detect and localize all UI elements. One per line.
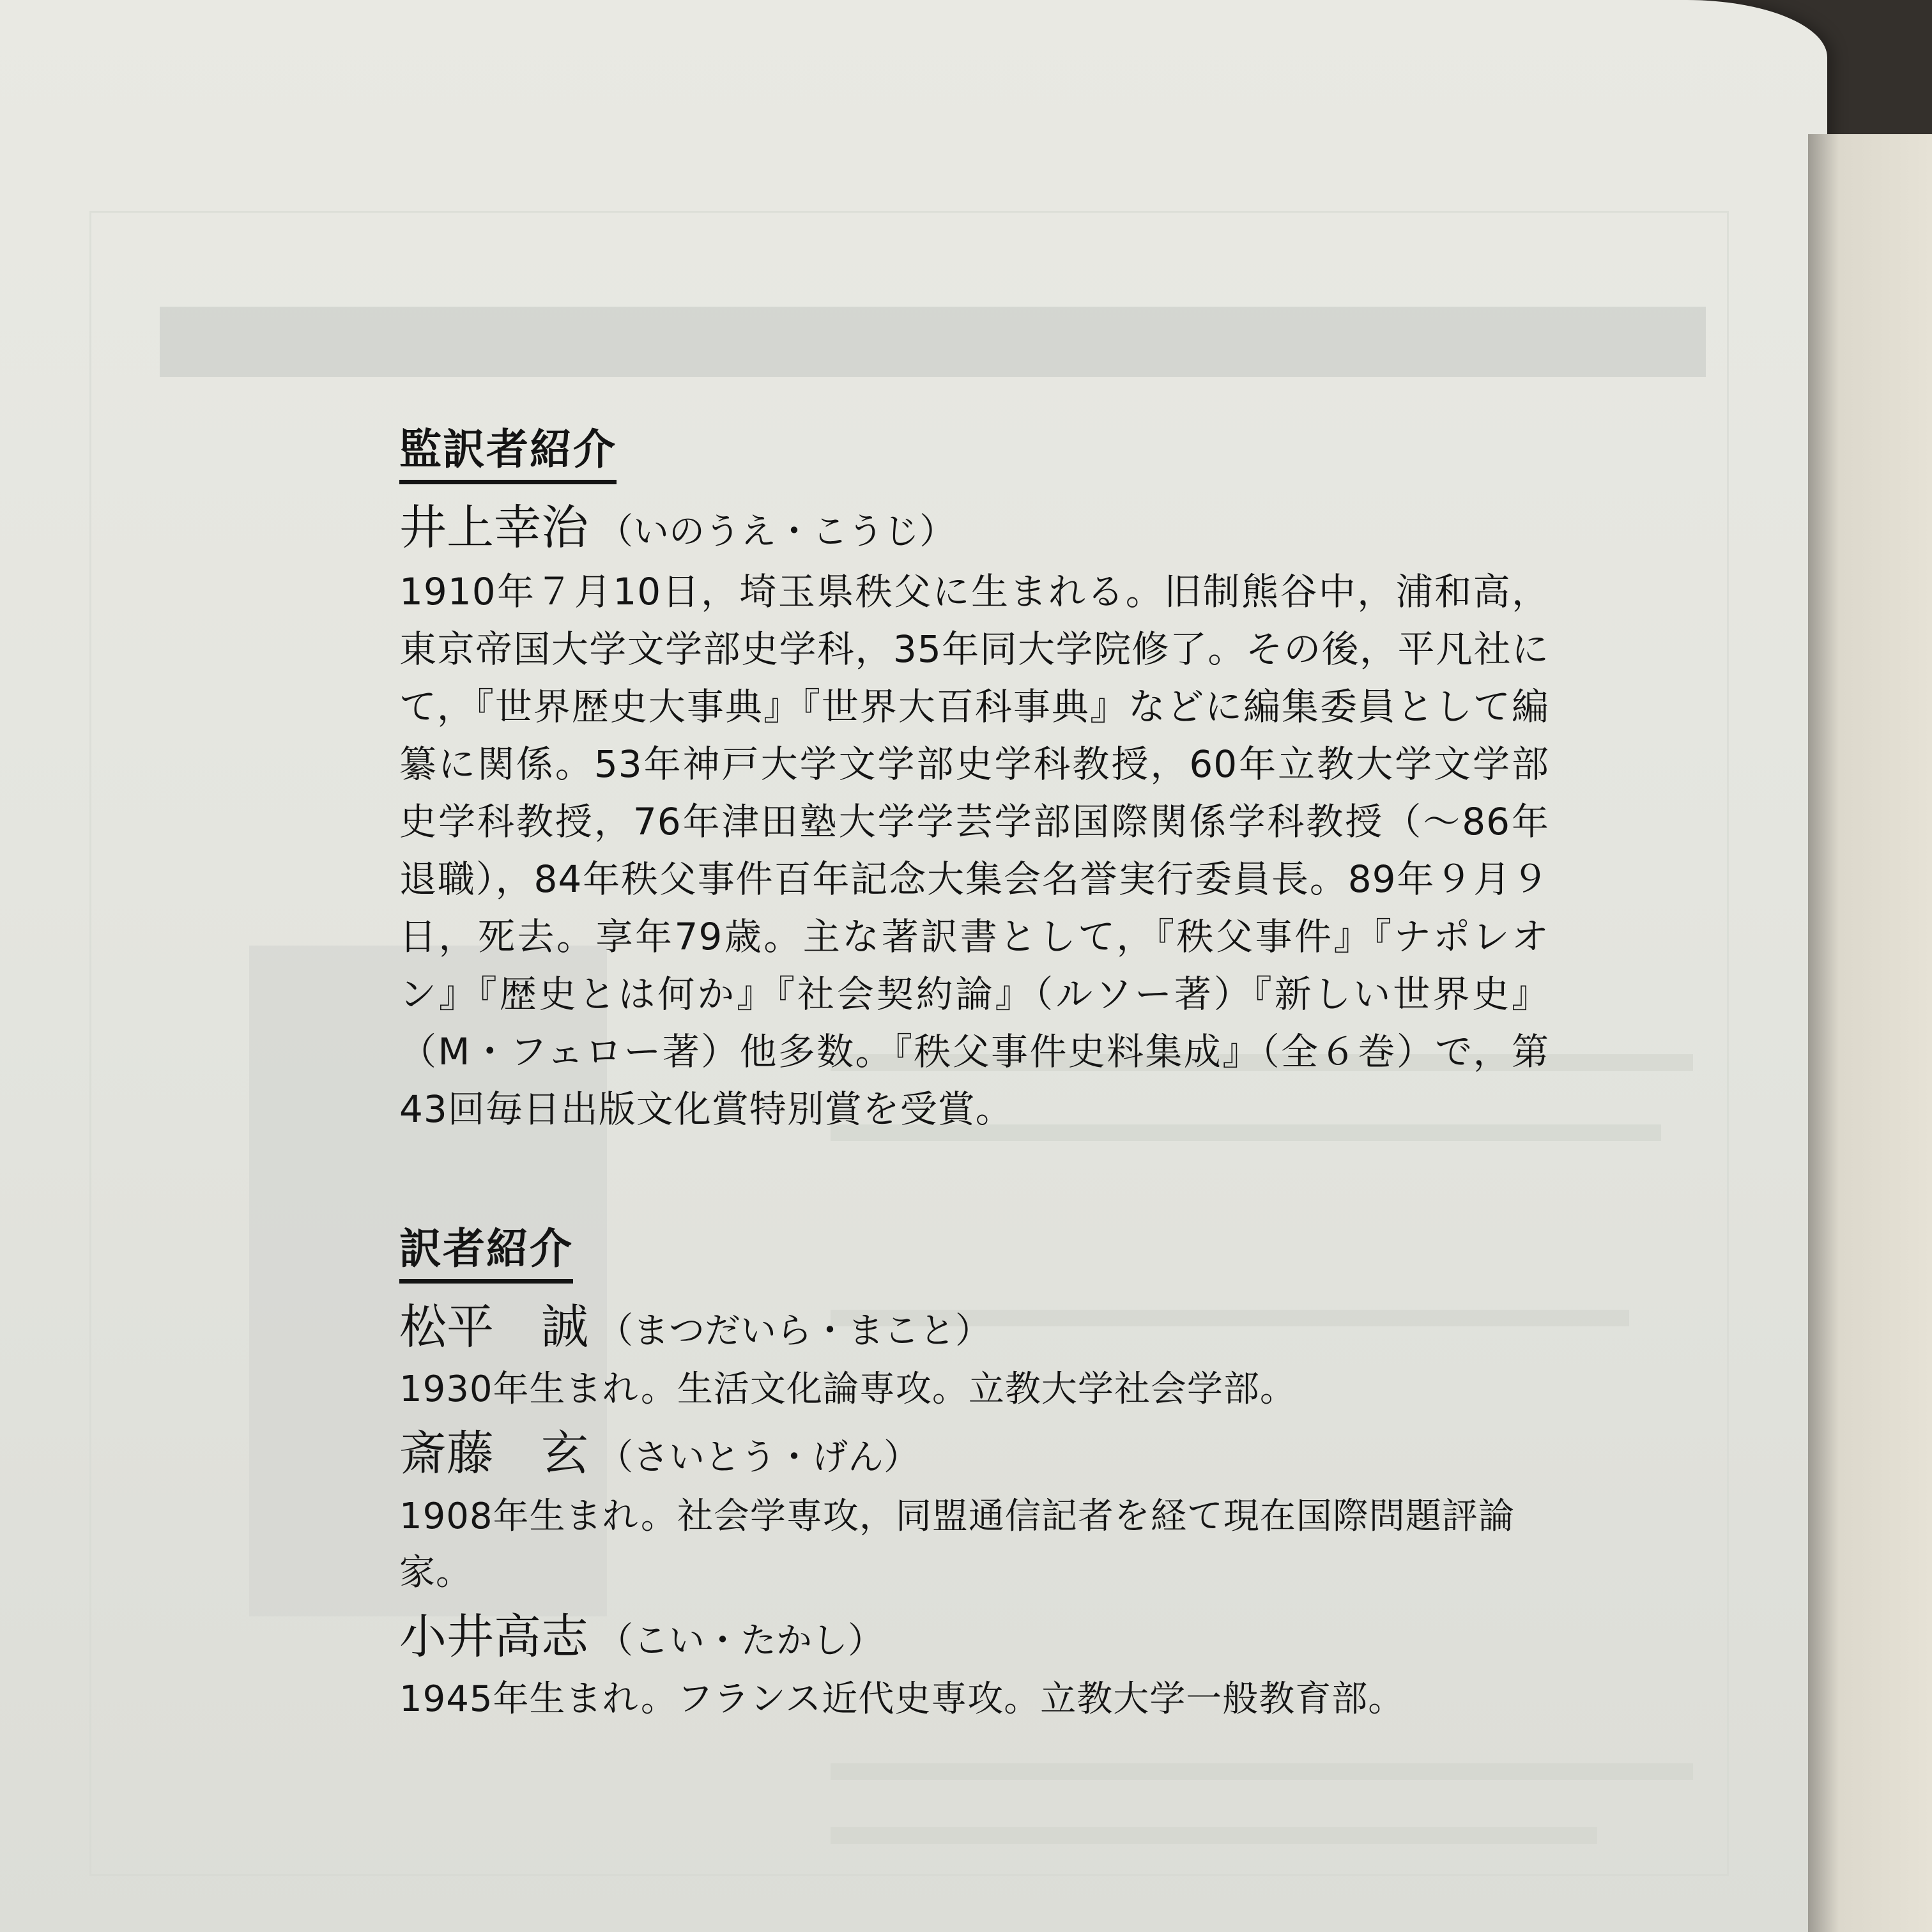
translator-name-reading: （まつだいら・まこと） bbox=[597, 1310, 991, 1352]
translator-name: 斎藤 玄 bbox=[399, 1426, 588, 1481]
translator-name: 松平 誠 bbox=[399, 1299, 588, 1354]
translator-name: 小井高志 bbox=[399, 1609, 588, 1664]
show-through-header-band bbox=[160, 307, 1706, 377]
supervisor-section bbox=[399, 415, 1549, 1138]
translator-entry bbox=[399, 1424, 1549, 1601]
translator-bio: 1945年生まれ。フランス近代史専攻。立教大学一般教育部。 bbox=[399, 1678, 1405, 1720]
translator-bio: 1930年生まれ。生活文化論専攻。立教大学社会学部。 bbox=[399, 1368, 1296, 1410]
translator-entry bbox=[399, 1298, 1549, 1418]
supervisor-name-reading: （いのうえ・こうじ） bbox=[597, 511, 955, 553]
translator-name-line bbox=[399, 1298, 1549, 1357]
translators-section bbox=[399, 1215, 1549, 1728]
translators-heading: 訳者紹介 bbox=[399, 1215, 573, 1284]
translator-name-line bbox=[399, 1607, 1549, 1667]
supervisor-bio: 1910年７月10日，埼玉県秩父に生まれる。旧制熊谷中，浦和高，東京帝国大学文学部史学科，35年同大学院修了。その後，平凡社にて，『世界歴史大事典』『世界大百科事典』などに編集委員として編纂に関係。53年神戸大学文学部史学科教授，60年立教大学文学部史学科教授，76年津田塾大学学芸学部国際関係学科教授（〜86年退職），84年秩父事件百年記念大集会名誉実行委員長。89年９月９日，死去。享年79歳。主な著訳書として，『秩父事件』『ナポレオン』『歴史とは何か』『社会契約論』（ルソー著）『新しい世界史』（M・フェロー著）他多数。『秩父事件史料集成』（全６巻）で，第43回毎日出版文化賞特別賞を受賞。 bbox=[399, 569, 1549, 1131]
adjacent-page-edge bbox=[1808, 134, 1932, 1932]
show-through-line bbox=[831, 1763, 1693, 1780]
supervisor-name: 井上幸治 bbox=[399, 500, 588, 555]
translator-name-reading: （さいとう・げん） bbox=[597, 1437, 919, 1478]
show-through-line bbox=[831, 1827, 1597, 1844]
translator-name-reading: （こい・たかし） bbox=[597, 1620, 884, 1662]
translator-bio: 1908年生まれ。社会学専攻，同盟通信記者を経て現在国際問題評論家。 bbox=[399, 1495, 1515, 1593]
profile-content bbox=[399, 415, 1549, 1734]
translator-entry bbox=[399, 1607, 1549, 1728]
supervisor-name-line bbox=[399, 498, 1549, 558]
supervisor-heading: 監訳者紹介 bbox=[399, 415, 617, 484]
translator-name-line bbox=[399, 1424, 1549, 1483]
